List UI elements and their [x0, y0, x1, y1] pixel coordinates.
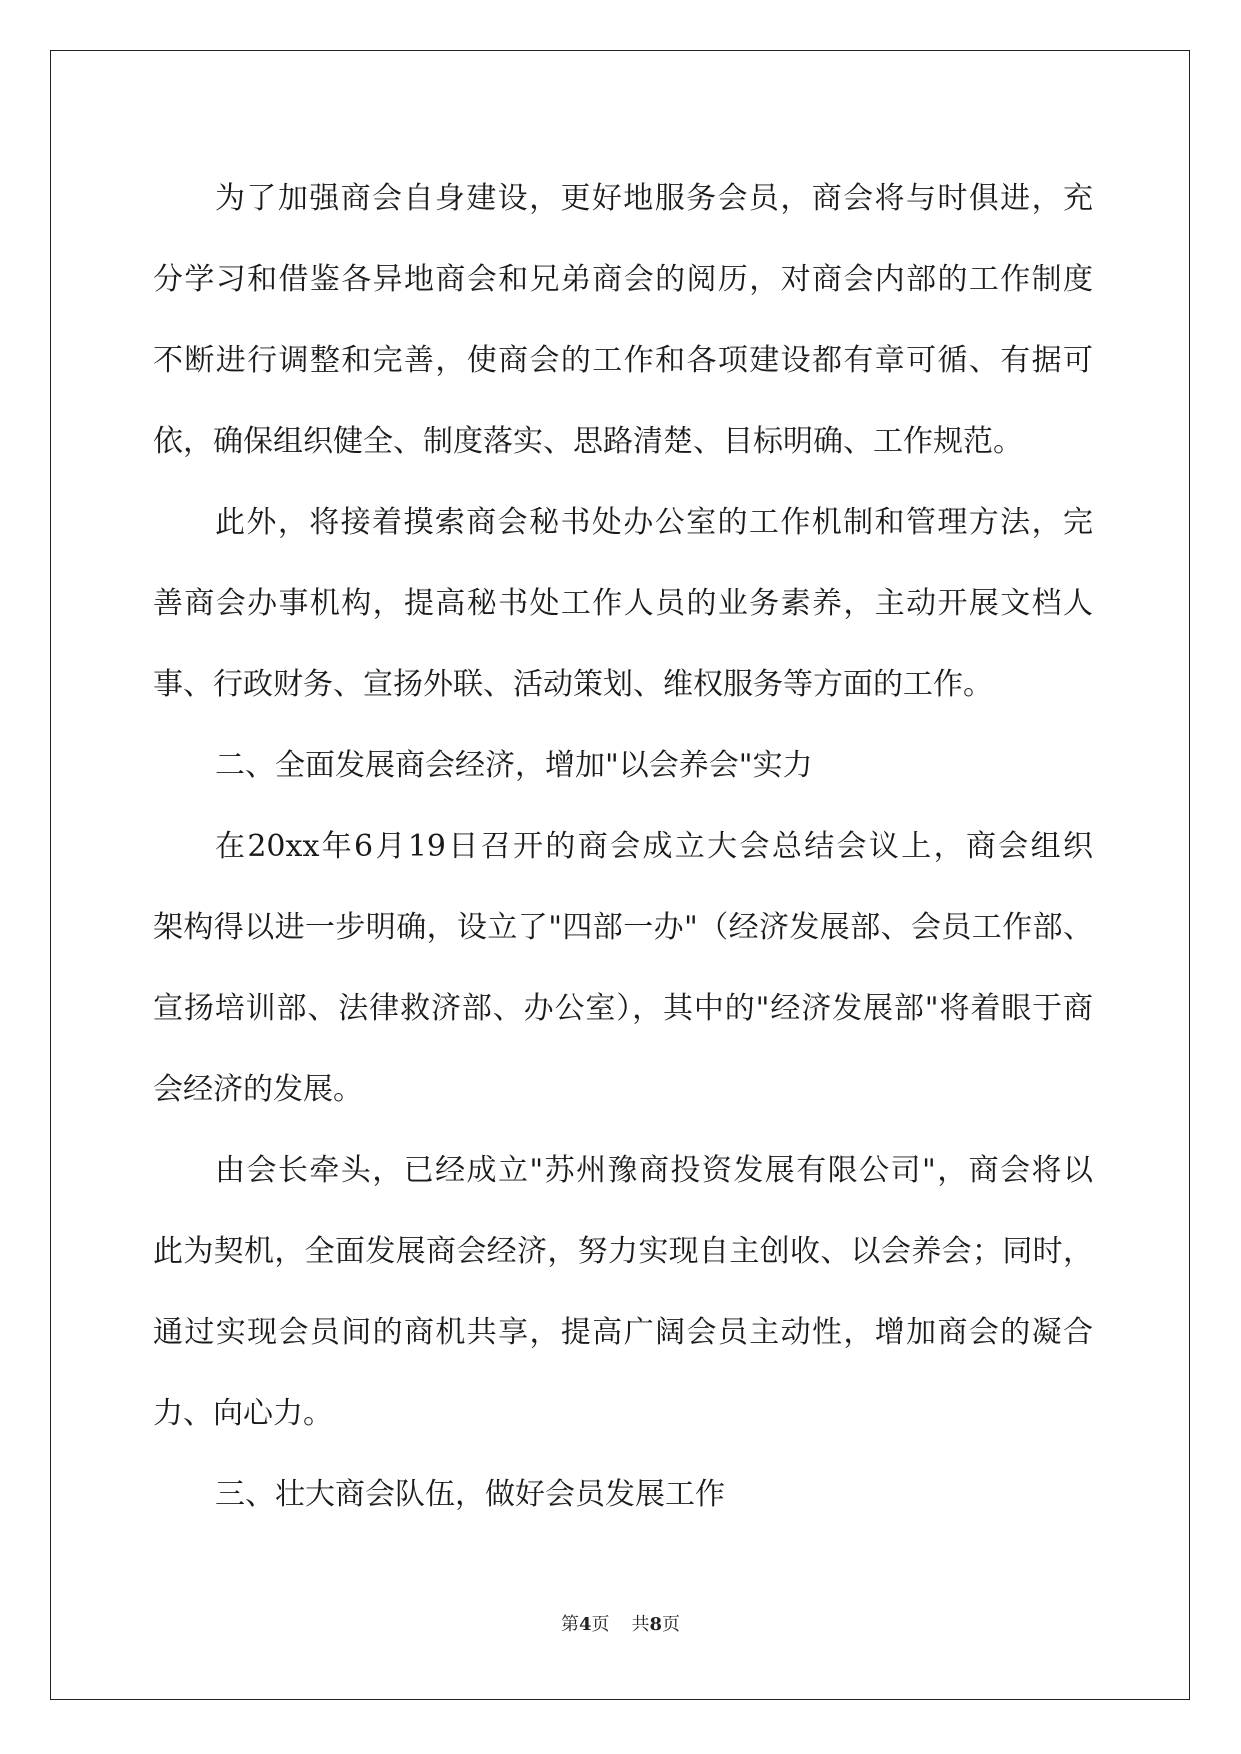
text-line: 架构得以进一步明确，设立了"四部一办"（经济发展部、会员工作部、	[153, 910, 1093, 945]
section-heading: 三、壮大商会队伍，做好会员发展工作	[215, 1477, 725, 1512]
footer-total-suffix: 页	[662, 1614, 681, 1635]
text-line: 此为契机，全面发展商会经济，努力实现自主创收、以会养会；同时，	[153, 1234, 1093, 1269]
footer-page-number: 4	[578, 1614, 592, 1635]
document-body	[153, 158, 1093, 1535]
text-line: 会经济的发展。	[153, 1072, 363, 1107]
page-footer	[0, 1610, 1241, 1636]
footer-page-suffix: 页	[591, 1614, 610, 1635]
text-line: 依，确保组织健全、制度落实、思路清楚、目标明确、工作规范。	[153, 424, 1023, 459]
footer-total-prefix: 共	[631, 1614, 650, 1635]
text-line: 分学习和借鉴各异地商会和兄弟商会的阅历，对商会内部的工作制度	[153, 262, 1093, 297]
section-heading: 二、全面发展商会经济，增加"以会养会"实力	[215, 748, 813, 783]
text-line: 不断进行调整和完善，使商会的工作和各项建设都有章可循、有据可	[153, 343, 1093, 378]
text-line: 力、向心力。	[153, 1396, 333, 1431]
text-line: 通过实现会员间的商机共享，提高广阔会员主动性，增加商会的凝合	[153, 1315, 1093, 1350]
footer-page-prefix: 第	[560, 1614, 579, 1635]
text-line: 在20xx年6月19日召开的商会成立大会总结会议上，商会组织	[215, 829, 1093, 864]
text-line: 为了加强商会自身建设，更好地服务会员，商会将与时俱进，充	[215, 181, 1093, 216]
text-line: 宣扬培训部、法律救济部、办公室），其中的"经济发展部"将着眼于商	[153, 991, 1093, 1026]
text-line: 事、行政财务、宣扬外联、活动策划、维权服务等方面的工作。	[153, 667, 993, 702]
footer-total-pages: 8	[649, 1614, 663, 1635]
text-line: 此外，将接着摸索商会秘书处办公室的工作机制和管理方法，完	[215, 505, 1093, 540]
text-line: 由会长牵头，已经成立"苏州豫商投资发展有限公司"，商会将以	[215, 1153, 1093, 1188]
text-line: 善商会办事机构，提高秘书处工作人员的业务素养，主动开展文档人	[153, 586, 1093, 621]
